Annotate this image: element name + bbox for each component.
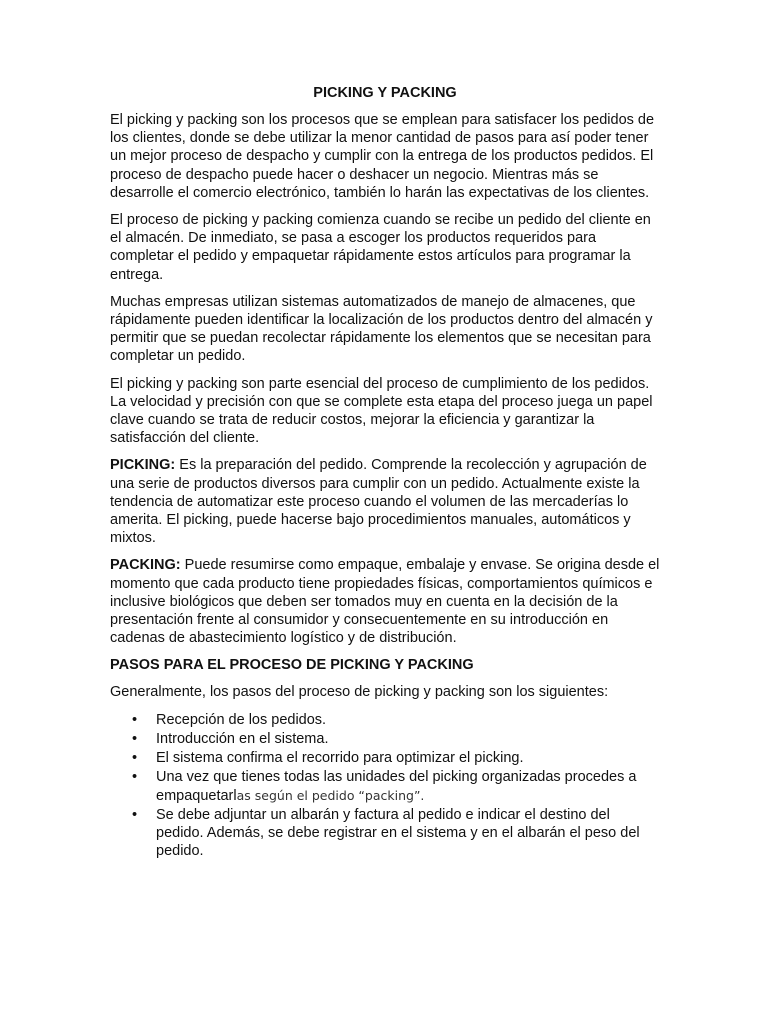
- paragraph-picking-definition: [110, 456, 660, 547]
- list-item: [110, 730, 660, 748]
- picking-text: Es la preparación del pedido. Comprende la recolección y agrupación de una serie de productos diversos para cumplir con un pedido. Actualmente existe la tendencia de automatizar este proceso cuando el volumen de las mercaderías lo amerita. El picking, puede hacerse bajo procedimientos manuales, automáticos y mixtos.: [110, 457, 647, 547]
- steps-intro: Generalmente, los pasos del proceso de picking y packing son los siguientes:: [110, 684, 609, 701]
- bullet-icon: •: [132, 711, 138, 728]
- packing-text: Puede resumirse como empaque, embalaje y envase. Se origina desde el momento que cada producto tiene propiedades físicas, comportamientos químicos e inclusive biológicos que deben ser tomados muy en cuenta en la decisión de la presentación frente al consumidor y consecuentemente en su introducción en cadenas de abastecimiento logístico y de distribución.: [110, 557, 660, 647]
- step-text: Una vez que tienes todas las unidades del picking organizadas procedes a empaquetarl: [156, 769, 637, 804]
- step-text: Se debe adjuntar un albarán y factura al pedido e indicar el destino del pedido. Además, se debe registrar en el sistema y en el albarán el peso del pedido.: [156, 806, 640, 860]
- paragraph-automation: Muchas empresas utilizan sistemas automatizados de manejo de almacenes, que rápidamente pueden identificar la localización de los productos dentro del almacén y permitir que se puedan recolectar rápidamente los elementos que se necesitan para completar un pedido.: [110, 293, 653, 365]
- document-title: PICKING Y PACKING: [313, 85, 457, 101]
- bullet-icon: •: [132, 750, 138, 767]
- paragraph-packing-definition: [110, 556, 660, 647]
- bullet-icon: •: [132, 730, 138, 747]
- list-item: [110, 806, 660, 861]
- step-text: El sistema confirma el recorrido para optimizar el picking.: [156, 750, 524, 767]
- list-item: [110, 749, 660, 767]
- bullet-icon: •: [132, 769, 138, 786]
- paragraph-process-start: El proceso de picking y packing comienza cuando se recibe un pedido del cliente en el almacén. De inmediato, se pasa a escoger los productos requeridos para completar el pedido y empaquetar rápidamente estos artículos para programar la entrega.: [110, 212, 651, 283]
- list-item: [110, 711, 660, 729]
- step-text-tail: as según el pedido “packing”.: [236, 787, 425, 803]
- paragraph-intro: El picking y packing son los procesos que se emplean para satisfacer los pedidos de los clientes, donde se debe utilizar la menor cantidad de pasos para así poder tener un mejor proceso de despacho y cumplir con la entrega de los productos pedidos. El proceso de despacho puede hacer o deshacer un negocio. Mientras más se desarrolle el comercio electrónico, también lo harán las expectativas de los clientes.: [110, 112, 655, 201]
- step-text: Recepción de los pedidos.: [156, 711, 327, 728]
- bullet-icon: •: [132, 806, 138, 823]
- step-text: Introducción en el sistema.: [156, 730, 329, 747]
- list-item: [110, 768, 660, 804]
- document-page: [110, 84, 660, 861]
- packing-label: PACKING:: [110, 557, 181, 574]
- steps-list: [110, 711, 660, 861]
- steps-heading: PASOS PARA EL PROCESO DE PICKING Y PACKING: [110, 657, 474, 674]
- paragraph-importance: El picking y packing son parte esencial del proceso de cumplimiento de los pedidos. La velocidad y precisión con que se complete esta etapa del proceso juega un papel clave cuando se trata de reducir costos, mejorar la eficiencia y garantizar la satisfacción del cliente.: [110, 375, 653, 447]
- picking-label: PICKING:: [110, 457, 176, 474]
